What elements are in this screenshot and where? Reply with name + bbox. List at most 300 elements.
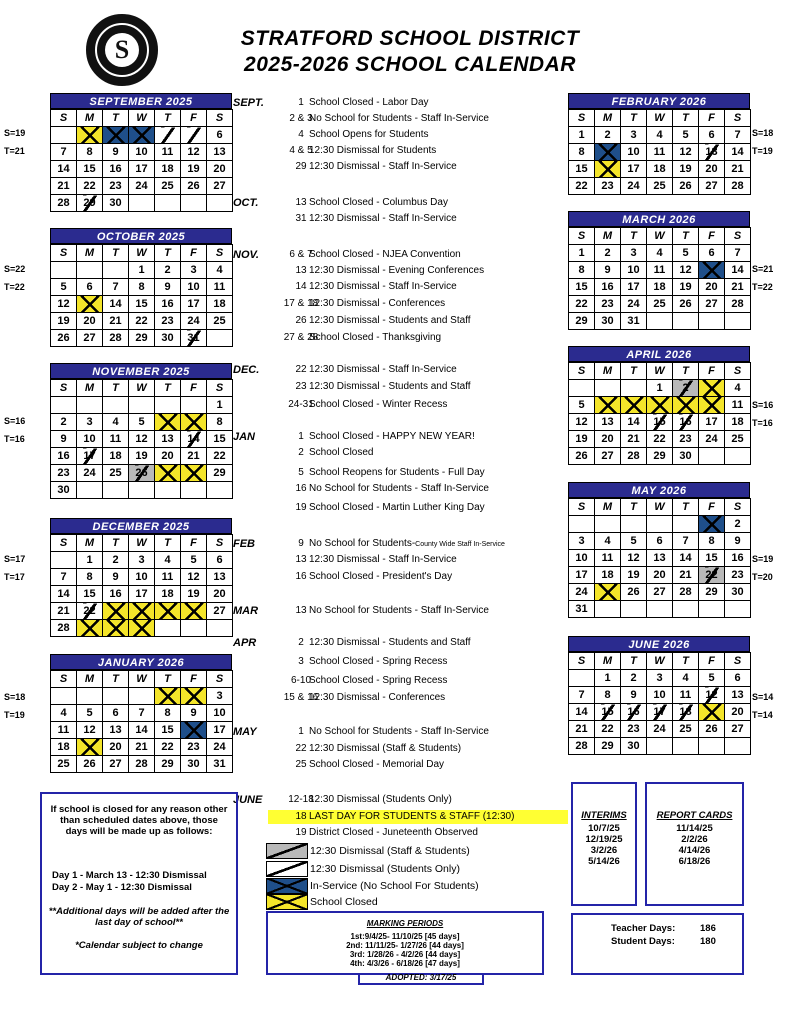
event-description: School Reopens for Students - Full Day — [309, 467, 485, 478]
calendar-day: 13 — [595, 414, 621, 431]
calendar-day — [595, 516, 621, 533]
calendar-day: 23 — [103, 178, 129, 195]
interims-box — [571, 782, 637, 906]
calendar-day: 14 — [621, 414, 647, 431]
calendar-day: 23 — [673, 431, 699, 448]
calendar-day: 16 — [673, 414, 699, 431]
calendar-day — [103, 127, 129, 144]
event-text — [309, 605, 489, 616]
calendar-day: 9 — [595, 262, 621, 279]
event-text — [309, 811, 514, 822]
calendar-day: 6 — [77, 279, 103, 296]
calendar-day — [595, 601, 621, 618]
calendar-day: 12 — [129, 431, 155, 448]
weekday-header: T — [155, 110, 181, 127]
event-text — [309, 161, 457, 172]
calendar-day: 27 — [77, 330, 103, 347]
side-label: T=19 — [752, 146, 773, 156]
calendar-day: 7 — [129, 705, 155, 722]
calendar-day: 12 — [673, 144, 699, 161]
calendar-day: 29 — [129, 330, 155, 347]
calendar-day: 22 — [699, 567, 725, 584]
calendar-day: 15 — [569, 161, 595, 178]
calendar-day: 2 — [595, 245, 621, 262]
event-date: 1 — [298, 431, 304, 442]
calendar-day: 8 — [77, 569, 103, 586]
event-description: 12:30 Dismissal - Conferences — [309, 298, 446, 309]
calendar-day: 2 — [155, 262, 181, 279]
calendar-day: 15 — [699, 550, 725, 567]
calendar-day: 29 — [207, 465, 233, 482]
weekday-header: S — [51, 245, 77, 262]
event-description: School Closed — [309, 447, 374, 458]
calendar-day: 11 — [595, 550, 621, 567]
interim-date: 3/2/26 — [590, 845, 618, 856]
calendar-day: 20 — [103, 739, 129, 756]
event-description: District Closed - Juneteenth Observed — [309, 827, 478, 838]
calendar-day: 22 — [77, 178, 103, 195]
calendar-day: 6 — [699, 127, 725, 144]
event-text — [309, 447, 373, 458]
calendar-day: 14 — [51, 161, 77, 178]
teacher-days-value: 186 — [700, 923, 716, 934]
event-text — [309, 483, 489, 494]
calendar-day: 8 — [699, 533, 725, 550]
marking-period: 2nd: 11/11/25- 1/27/26 [44 days] — [346, 941, 464, 950]
calendar-day — [595, 397, 621, 414]
weekday-header: T — [673, 110, 699, 127]
event-month: JUNE — [233, 794, 263, 806]
calendar-day: 15 — [129, 296, 155, 313]
side-label: S=16 — [4, 416, 26, 426]
calendar-day: 1 — [595, 670, 621, 687]
event-description: School Closed - Memorial Day — [309, 759, 445, 770]
weekday-header: T — [155, 245, 181, 262]
calendar-day: 16 — [103, 586, 129, 603]
event-month: MAY — [233, 726, 257, 738]
calendar-june — [568, 636, 750, 755]
calendar-day — [155, 482, 181, 499]
calendar-day: 16 — [725, 550, 751, 567]
event-text — [309, 431, 475, 442]
event-date: 2 — [298, 637, 304, 648]
calendar-day — [621, 380, 647, 397]
calendar-day: 6 — [103, 705, 129, 722]
event-description: 12:30 Dismissal - Staff In-Service — [309, 161, 457, 172]
weekday-header: F — [181, 380, 207, 397]
event-text — [309, 113, 489, 124]
calendar-day: 22 — [569, 178, 595, 195]
calendar-day: 3 — [129, 552, 155, 569]
calendar-day: 18 — [647, 161, 673, 178]
event-description: School Closed - Spring Recess — [309, 656, 448, 667]
weekday-header: F — [699, 228, 725, 245]
side-label: S=14 — [752, 692, 774, 702]
event-date: 16 — [295, 483, 307, 494]
weekday-header: T — [155, 535, 181, 552]
event-description: 12:30 Dismissal - Evening Conferences — [309, 265, 485, 276]
legend-label: 12:30 Dismissal (Staff & Students) — [310, 845, 470, 857]
calendar-day: 5 — [51, 279, 77, 296]
calendar-day — [77, 262, 103, 279]
calendar-day: 25 — [647, 296, 673, 313]
event-date: 16 — [295, 571, 307, 582]
calendar-day: 28 — [621, 448, 647, 465]
calendar-day: 17 — [621, 161, 647, 178]
calendar-day: 16 — [595, 279, 621, 296]
calendar-day: 19 — [129, 448, 155, 465]
event-date: 6-10 — [290, 675, 311, 686]
calendar-day: 17 — [207, 722, 233, 739]
calendar-day: 14 — [181, 431, 207, 448]
marking-period: 3rd: 1/28/26 - 4/2/26 [44 days] — [349, 950, 461, 959]
calendar-day: 4 — [595, 533, 621, 550]
calendar-day: 22 — [647, 431, 673, 448]
weekday-header: S — [207, 380, 233, 397]
weekday-header: F — [699, 110, 725, 127]
calendar-day: 11 — [673, 687, 699, 704]
calendar-day — [181, 620, 207, 637]
event-date: 27 & 28 — [283, 332, 319, 343]
side-label: S=22 — [4, 264, 26, 274]
calendar-day: 8 — [207, 414, 233, 431]
calendar-day: 18 — [155, 586, 181, 603]
calendar-day: 9 — [103, 144, 129, 161]
weekday-header: F — [181, 110, 207, 127]
weekday-header: T — [103, 671, 129, 688]
calendar-day: 17 — [569, 567, 595, 584]
calendar-day: 20 — [725, 704, 751, 721]
calendar-day: 29 — [647, 448, 673, 465]
calendar-month-title: SEPTEMBER 2025 — [50, 93, 232, 109]
district-logo: S — [86, 14, 158, 86]
calendar-day: 27 — [725, 721, 751, 738]
weekday-header: T — [103, 535, 129, 552]
event-date: 31 — [295, 213, 307, 224]
event-description: No School for Students- — [309, 538, 416, 549]
calendar-day: 8 — [155, 705, 181, 722]
event-text — [309, 794, 452, 805]
marking-period: 1st:9/4/25- 11/10/25 [45 days] — [350, 932, 460, 941]
calendar-day: 28 — [725, 178, 751, 195]
calendar-day: 7 — [673, 533, 699, 550]
calendar-day: 15 — [77, 161, 103, 178]
page-title: STRATFORD SCHOOL DISTRICT — [240, 27, 580, 50]
calendar-day: 10 — [569, 550, 595, 567]
calendar-day: 24 — [569, 584, 595, 601]
calendar-month-title: OCTOBER 2025 — [50, 228, 232, 244]
weekday-header: T — [673, 363, 699, 380]
calendar-day: 26 — [569, 448, 595, 465]
calendar-day: 18 — [155, 161, 181, 178]
note-day1: Day 1 - March 13 - 12:30 Dismissal — [52, 870, 207, 881]
event-text — [309, 281, 457, 292]
event-text — [309, 637, 471, 648]
weekday-header: S — [207, 245, 233, 262]
calendar-day: 14 — [129, 722, 155, 739]
calendar-day: 12 — [51, 296, 77, 313]
calendar-day: 8 — [569, 262, 595, 279]
weekday-header: T — [621, 653, 647, 670]
calendar-day: 24 — [181, 313, 207, 330]
calendar-day — [673, 601, 699, 618]
event-text — [309, 315, 471, 326]
calendar-march — [568, 211, 750, 330]
calendar-day: 7 — [51, 569, 77, 586]
calendar-day: 26 — [699, 721, 725, 738]
calendar-day: 4 — [647, 127, 673, 144]
legend-label: School Closed — [310, 896, 378, 908]
calendar-day — [129, 397, 155, 414]
event-date: 22 — [295, 743, 307, 754]
event-date: 17 & 18 — [283, 298, 319, 309]
calendar-day — [595, 144, 621, 161]
calendar-day — [103, 482, 129, 499]
weekday-header: W — [129, 110, 155, 127]
calendar-day: 28 — [129, 756, 155, 773]
event-date: 22 — [295, 364, 307, 375]
calendar-day: 26 — [673, 296, 699, 313]
calendar-may — [568, 482, 750, 618]
calendar-day: 5 — [77, 705, 103, 722]
weekday-header: S — [569, 363, 595, 380]
calendar-day: 20 — [699, 161, 725, 178]
calendar-day: 14 — [725, 262, 751, 279]
calendar-day — [181, 482, 207, 499]
calendar-april — [568, 346, 750, 465]
student-days-label: Student Days: — [611, 936, 675, 947]
event-text — [309, 399, 447, 410]
weekday-header: S — [725, 110, 751, 127]
calendar-day: 28 — [51, 620, 77, 637]
calendar-day: 10 — [77, 431, 103, 448]
event-text — [309, 538, 505, 549]
calendar-day — [77, 620, 103, 637]
calendar-day: 18 — [207, 296, 233, 313]
calendar-day: 11 — [647, 262, 673, 279]
calendar-day: 26 — [621, 584, 647, 601]
event-date: 13 — [295, 605, 307, 616]
calendar-day — [699, 704, 725, 721]
calendar-february — [568, 93, 750, 195]
calendar-october — [50, 228, 232, 347]
calendar-day — [207, 482, 233, 499]
calendar-day: 14 — [103, 296, 129, 313]
event-date: 24-31 — [288, 399, 314, 410]
calendar-day — [77, 482, 103, 499]
calendar-day: 28 — [673, 584, 699, 601]
calendar-day — [155, 465, 181, 482]
weekday-header: S — [207, 535, 233, 552]
calendar-day: 4 — [725, 380, 751, 397]
calendar-day: 18 — [595, 567, 621, 584]
event-date: 1 — [298, 726, 304, 737]
event-text — [309, 213, 457, 224]
calendar-day — [155, 620, 181, 637]
calendar-day — [77, 688, 103, 705]
calendar-day: 15 — [647, 414, 673, 431]
event-date: 3 — [298, 656, 304, 667]
calendar-day: 11 — [647, 144, 673, 161]
calendar-day: 23 — [725, 567, 751, 584]
calendar-day: 6 — [647, 533, 673, 550]
calendar-day — [699, 397, 725, 414]
calendar-day — [155, 688, 181, 705]
weekday-header: T — [103, 380, 129, 397]
calendar-day: 19 — [569, 431, 595, 448]
side-label: T=14 — [752, 710, 773, 720]
calendar-day: 7 — [725, 127, 751, 144]
event-month: OCT. — [233, 197, 259, 209]
calendar-day: 21 — [569, 721, 595, 738]
calendar-day — [725, 738, 751, 755]
calendar-day: 4 — [207, 262, 233, 279]
event-text — [309, 265, 484, 276]
calendar-day: 7 — [569, 687, 595, 704]
event-text — [309, 249, 461, 260]
calendar-day: 31 — [207, 756, 233, 773]
calendar-month-title: NOVEMBER 2025 — [50, 363, 232, 379]
weekday-header: M — [77, 380, 103, 397]
weekday-header: F — [699, 363, 725, 380]
weekday-header: F — [699, 653, 725, 670]
calendar-day — [647, 601, 673, 618]
event-text — [309, 467, 485, 478]
note-additional: **Additional days will be added after the last day of school** — [48, 906, 230, 928]
calendar-january — [50, 654, 232, 773]
calendar-day — [673, 516, 699, 533]
calendar-day: 1 — [129, 262, 155, 279]
calendar-day: 20 — [699, 279, 725, 296]
calendar-day: 26 — [77, 756, 103, 773]
event-month: APR — [233, 637, 257, 649]
calendar-day: 14 — [51, 586, 77, 603]
calendar-day — [207, 620, 233, 637]
weekday-header: W — [129, 245, 155, 262]
legend-label: In-Service (No School For Students) — [310, 880, 479, 892]
calendar-day: 12 — [673, 262, 699, 279]
calendar-day: 12 — [77, 722, 103, 739]
event-text — [309, 381, 471, 392]
calendar-day: 9 — [181, 705, 207, 722]
event-text — [309, 332, 441, 343]
calendar-day — [725, 448, 751, 465]
side-label: S=18 — [752, 128, 774, 138]
calendar-day: 24 — [647, 721, 673, 738]
marking-title: MARKING PERIODS — [366, 919, 444, 928]
calendar-day: 24 — [129, 178, 155, 195]
calendar-day: 18 — [51, 739, 77, 756]
calendar-day — [181, 414, 207, 431]
event-description: 12:30 Dismissal - Staff In-Service — [309, 554, 457, 565]
weekday-header: T — [673, 228, 699, 245]
calendar-day: 3 — [647, 670, 673, 687]
calendar-day: 30 — [155, 330, 181, 347]
calendar-day: 19 — [51, 313, 77, 330]
event-date: 9 — [298, 538, 304, 549]
calendar-day: 27 — [207, 178, 233, 195]
event-text — [309, 364, 457, 375]
event-description: 12:30 Dismissal - Staff In-Service — [309, 213, 457, 224]
event-description: 12:30 Dismissal for Students — [309, 145, 437, 156]
event-description: No School for Students - Staff In-Service — [309, 113, 489, 124]
weekday-header: S — [569, 110, 595, 127]
side-label: T=21 — [4, 146, 25, 156]
event-description: School Closed - Martin Luther King Day — [309, 502, 485, 513]
event-text — [309, 675, 447, 686]
side-label: S=17 — [4, 554, 26, 564]
event-description: School Closed - Spring Recess — [309, 675, 448, 686]
event-description: School Closed - NJEA Convention — [309, 249, 461, 260]
calendar-day: 9 — [725, 533, 751, 550]
event-date: 1 — [298, 97, 304, 108]
calendar-day: 15 — [155, 722, 181, 739]
calendar-month-title: MAY 2026 — [568, 482, 750, 498]
calendar-day — [181, 127, 207, 144]
calendar-day — [673, 313, 699, 330]
calendar-day: 10 — [181, 279, 207, 296]
calendar-day: 16 — [103, 161, 129, 178]
calendar-day — [155, 397, 181, 414]
calendar-day: 5 — [673, 245, 699, 262]
event-month: MAR — [233, 605, 259, 617]
calendar-day: 27 — [103, 756, 129, 773]
calendar-day: 4 — [51, 705, 77, 722]
calendar-day — [51, 262, 77, 279]
calendar-day: 9 — [155, 279, 181, 296]
note-subject: *Calendar subject to change — [75, 940, 203, 951]
calendar-day — [129, 603, 155, 620]
calendar-day: 31 — [181, 330, 207, 347]
event-text — [309, 759, 444, 770]
calendar-day: 2 — [673, 380, 699, 397]
calendar-day — [181, 603, 207, 620]
calendar-day: 17 — [181, 296, 207, 313]
weekday-header: M — [77, 245, 103, 262]
calendar-day: 17 — [129, 161, 155, 178]
weekday-header: M — [595, 110, 621, 127]
legend-swatch-closed — [266, 894, 308, 910]
event-subnote: County Wide Staff In-Service — [415, 541, 505, 548]
calendar-day — [51, 127, 77, 144]
calendar-day: 18 — [725, 414, 751, 431]
event-date: 2 & 3 — [289, 113, 313, 124]
side-label: S=19 — [4, 128, 26, 138]
calendar-day: 19 — [673, 161, 699, 178]
event-date: 19 — [295, 502, 307, 513]
calendar-day: 20 — [207, 161, 233, 178]
side-label: T=17 — [4, 572, 25, 582]
weekday-header: T — [103, 245, 129, 262]
calendar-day: 25 — [673, 721, 699, 738]
event-date: 25 — [295, 759, 307, 770]
calendar-day: 12 — [569, 414, 595, 431]
calendar-day: 28 — [103, 330, 129, 347]
calendar-day: 20 — [647, 567, 673, 584]
calendar-day: 6 — [725, 670, 751, 687]
event-month: JAN — [233, 431, 256, 443]
weekday-header: W — [129, 671, 155, 688]
calendar-day: 25 — [51, 756, 77, 773]
event-text — [309, 129, 429, 140]
event-description: School Opens for Students — [309, 129, 429, 140]
side-label: T=20 — [752, 572, 773, 582]
calendar-december — [50, 518, 232, 637]
calendar-september — [50, 93, 232, 212]
calendar-day — [77, 397, 103, 414]
event-text — [309, 827, 478, 838]
event-description: LAST DAY FOR STUDENTS & STAFF (12:30) — [309, 811, 515, 822]
